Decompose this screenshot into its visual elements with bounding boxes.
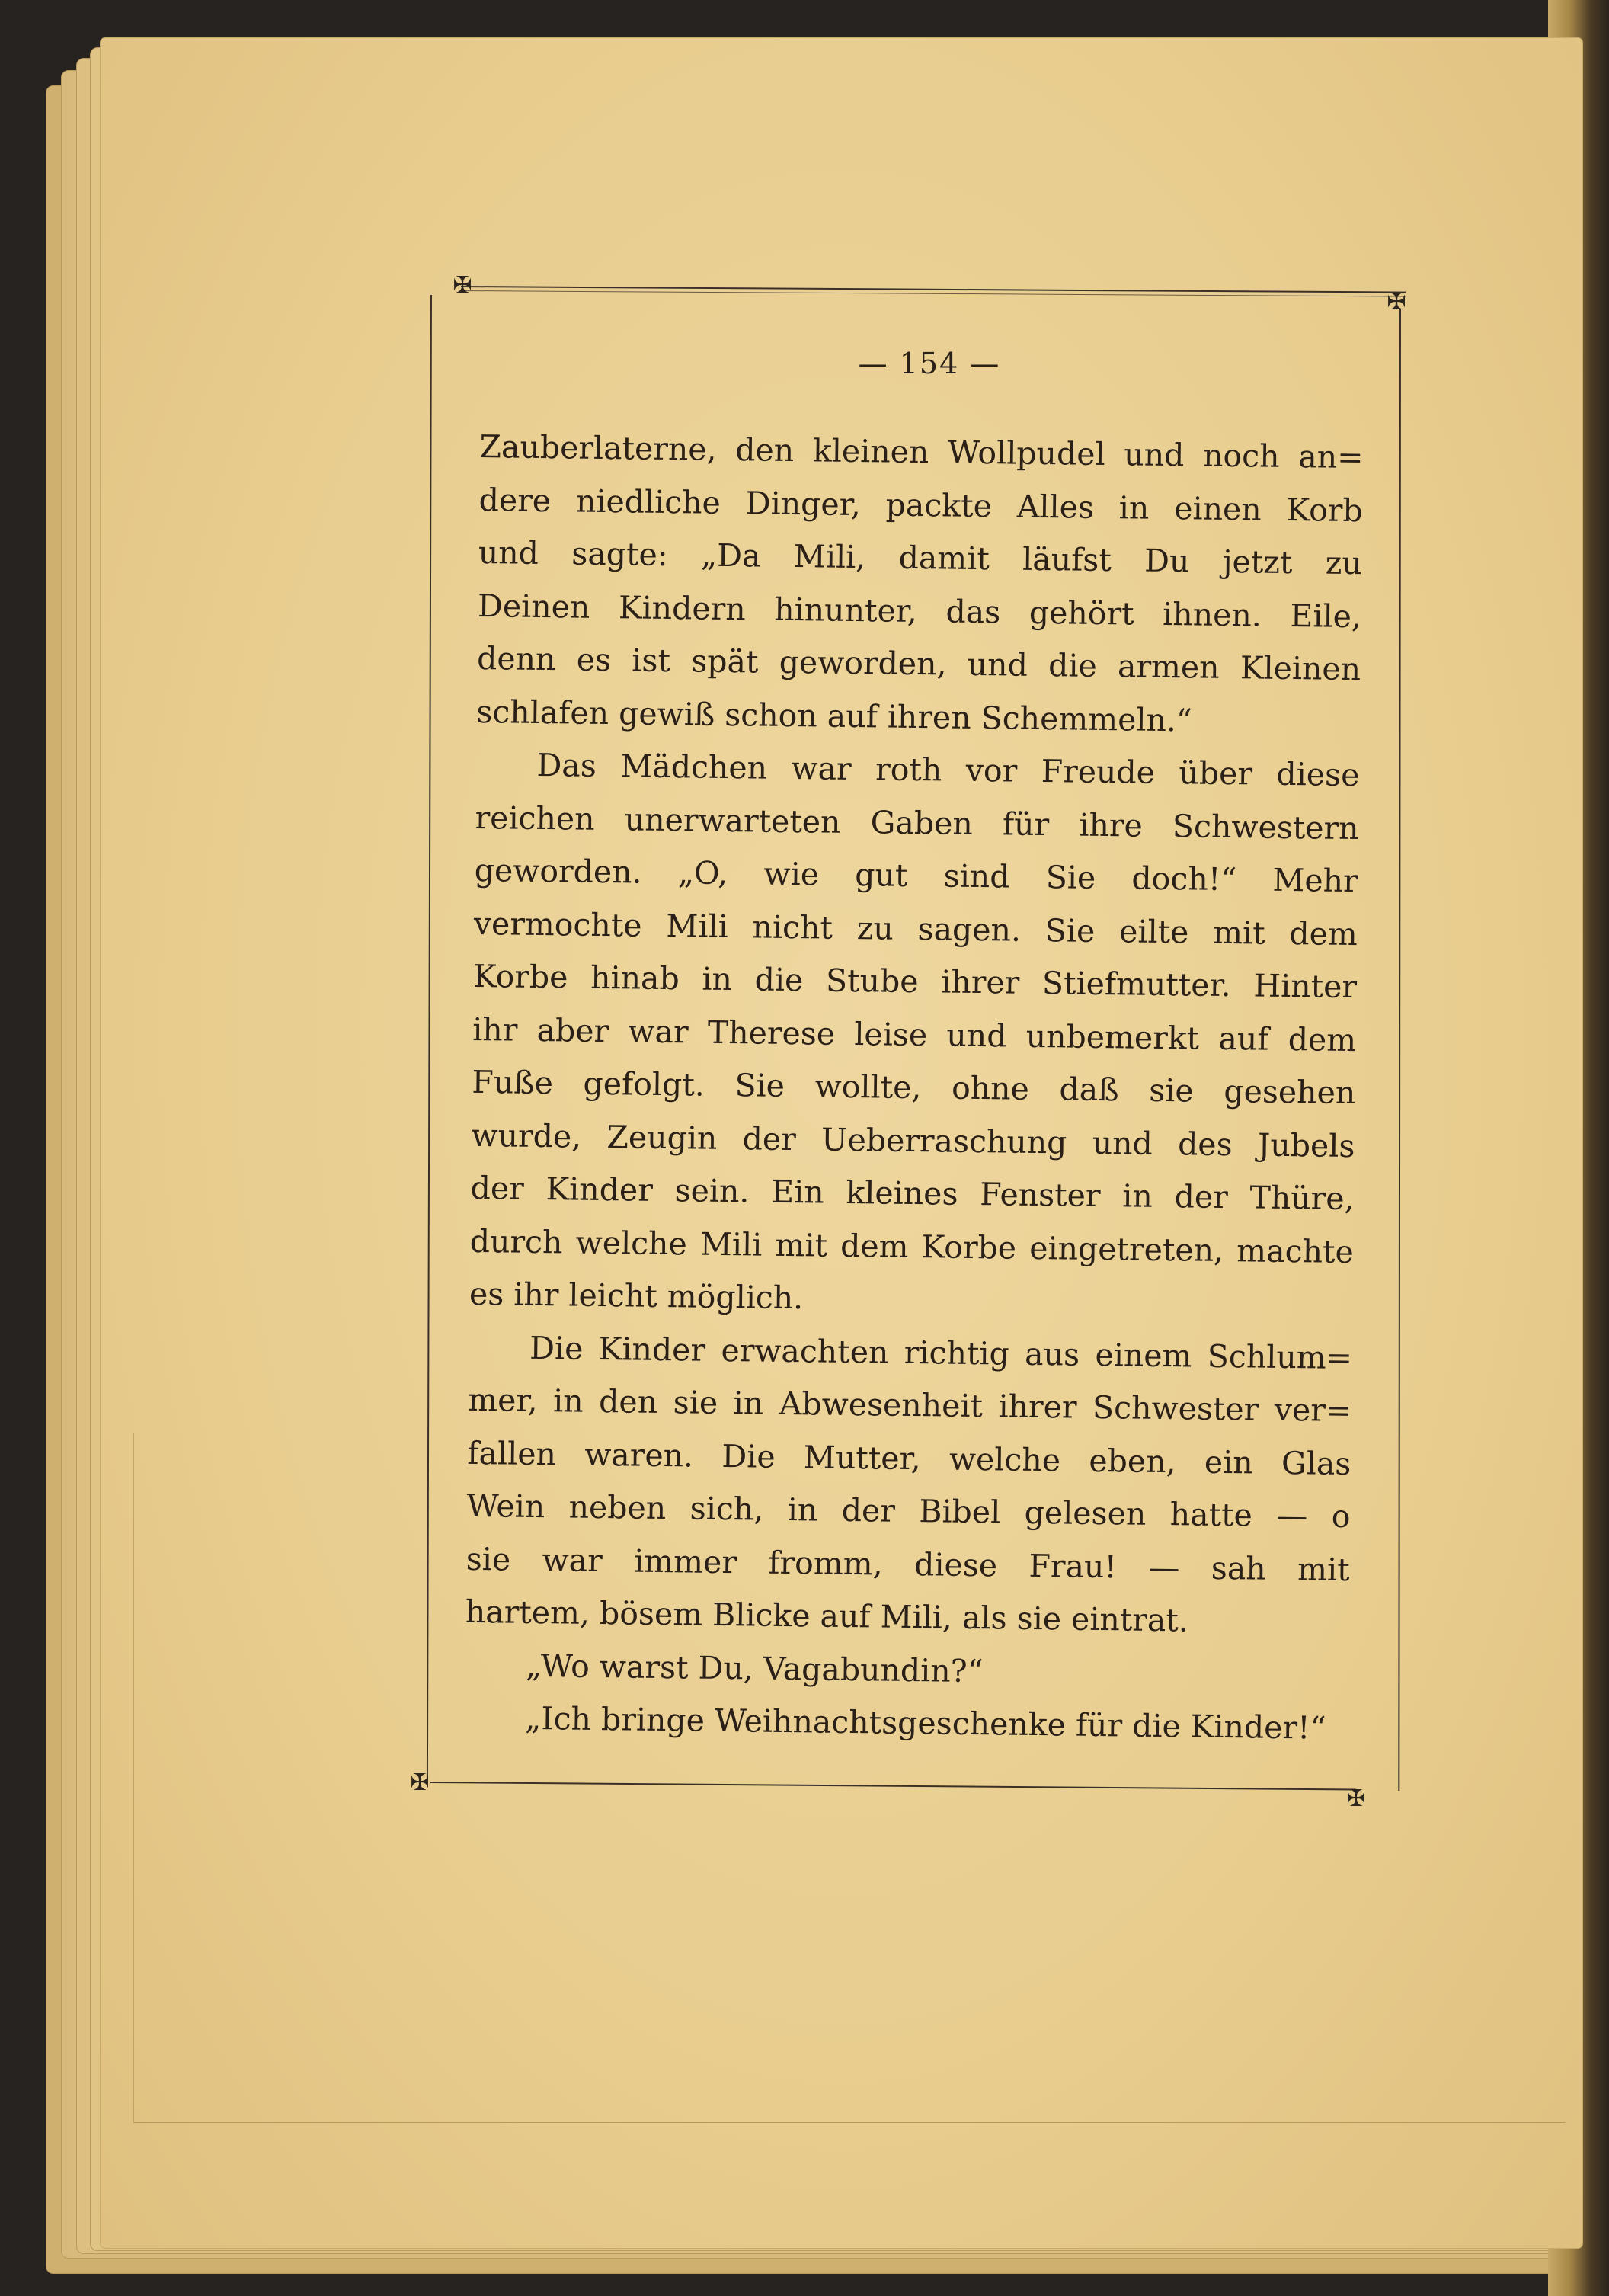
- text-line: wurde, Zeugin der Ueberraschung und des Jubels: [471, 1116, 1355, 1164]
- text-line: es ihr leicht möglich.: [469, 1275, 804, 1317]
- text-line: „Wo warst Du, Vagabundin?“: [525, 1647, 984, 1689]
- text-line: durch welche Mili mit dem Korbe eingetreten, machte: [469, 1222, 1355, 1270]
- body-text: [464, 421, 1364, 1756]
- text-line: und sagte: „Da Mili, damit läufst Du jetzt zu: [478, 533, 1363, 582]
- text-line: fallen waren. Die Mutter, welche eben, ein Glas: [467, 1434, 1351, 1482]
- text-line: hartem, bösem Blicke auf Mili, als sie eintrat.: [465, 1593, 1189, 1639]
- corner-ornament-icon: ✠: [453, 272, 472, 299]
- text-line: Die Kinder erwachten richtig aus einem Schlum=: [529, 1329, 1353, 1376]
- text-line: Fuße gefolgt. Sie wollte, ohne daß sie gesehen: [472, 1063, 1356, 1112]
- text-line: sie war immer fromm, diese Frau! — sah mit: [465, 1540, 1350, 1588]
- text-line: geworden. „O, wie gut sind Sie doch!“ Mehr: [474, 851, 1358, 900]
- corner-ornament-icon: ✠: [410, 1769, 430, 1796]
- text-line: Deinen Kindern hinunter, das gehört ihnen. Eile,: [477, 587, 1362, 635]
- text-line: vermochte Mili nicht zu sagen. Sie eilte mit dem: [473, 905, 1358, 953]
- corner-ornament-icon: ✠: [1346, 1785, 1366, 1812]
- text-line: Korbe hinab in die Stube ihrer Stiefmutter. Hinter: [472, 957, 1358, 1006]
- text-line: Zauberlaterne, den kleinen Wollpudel und noch an=: [479, 427, 1364, 476]
- text-line: dere niedliche Dinger, packte Alles in einen Korb: [478, 481, 1363, 529]
- text-line: schlafen gewiß schon auf ihren Schemmeln.“: [476, 693, 1193, 738]
- page-number: — 154 —: [858, 347, 1001, 380]
- page-crease: [133, 1433, 134, 2122]
- text-line: Das Mädchen war roth vor Freude über diese: [536, 746, 1360, 794]
- text-line: der Kinder sein. Ein kleines Fenster in der Thüre,: [470, 1169, 1355, 1218]
- text-line: Wein neben sich, in der Bibel gelesen hatte — o: [466, 1487, 1351, 1535]
- text-line: ihr aber war Therese leise und unbemerkt auf dem: [472, 1010, 1357, 1058]
- text-line: „Ich bringe Weihnachtsgeschenke für die Kinder!“: [524, 1699, 1326, 1747]
- text-line: reichen unerwarteten Gaben für ihre Schwestern: [475, 799, 1359, 847]
- page-crease: [133, 2122, 1566, 2123]
- corner-ornament-icon: ✠: [1387, 289, 1406, 315]
- text-line: denn es ist spät geworden, und die armen Kleinen: [476, 639, 1361, 688]
- text-line: mer, in den sie in Abwesenheit ihrer Schwester ver=: [468, 1381, 1352, 1430]
